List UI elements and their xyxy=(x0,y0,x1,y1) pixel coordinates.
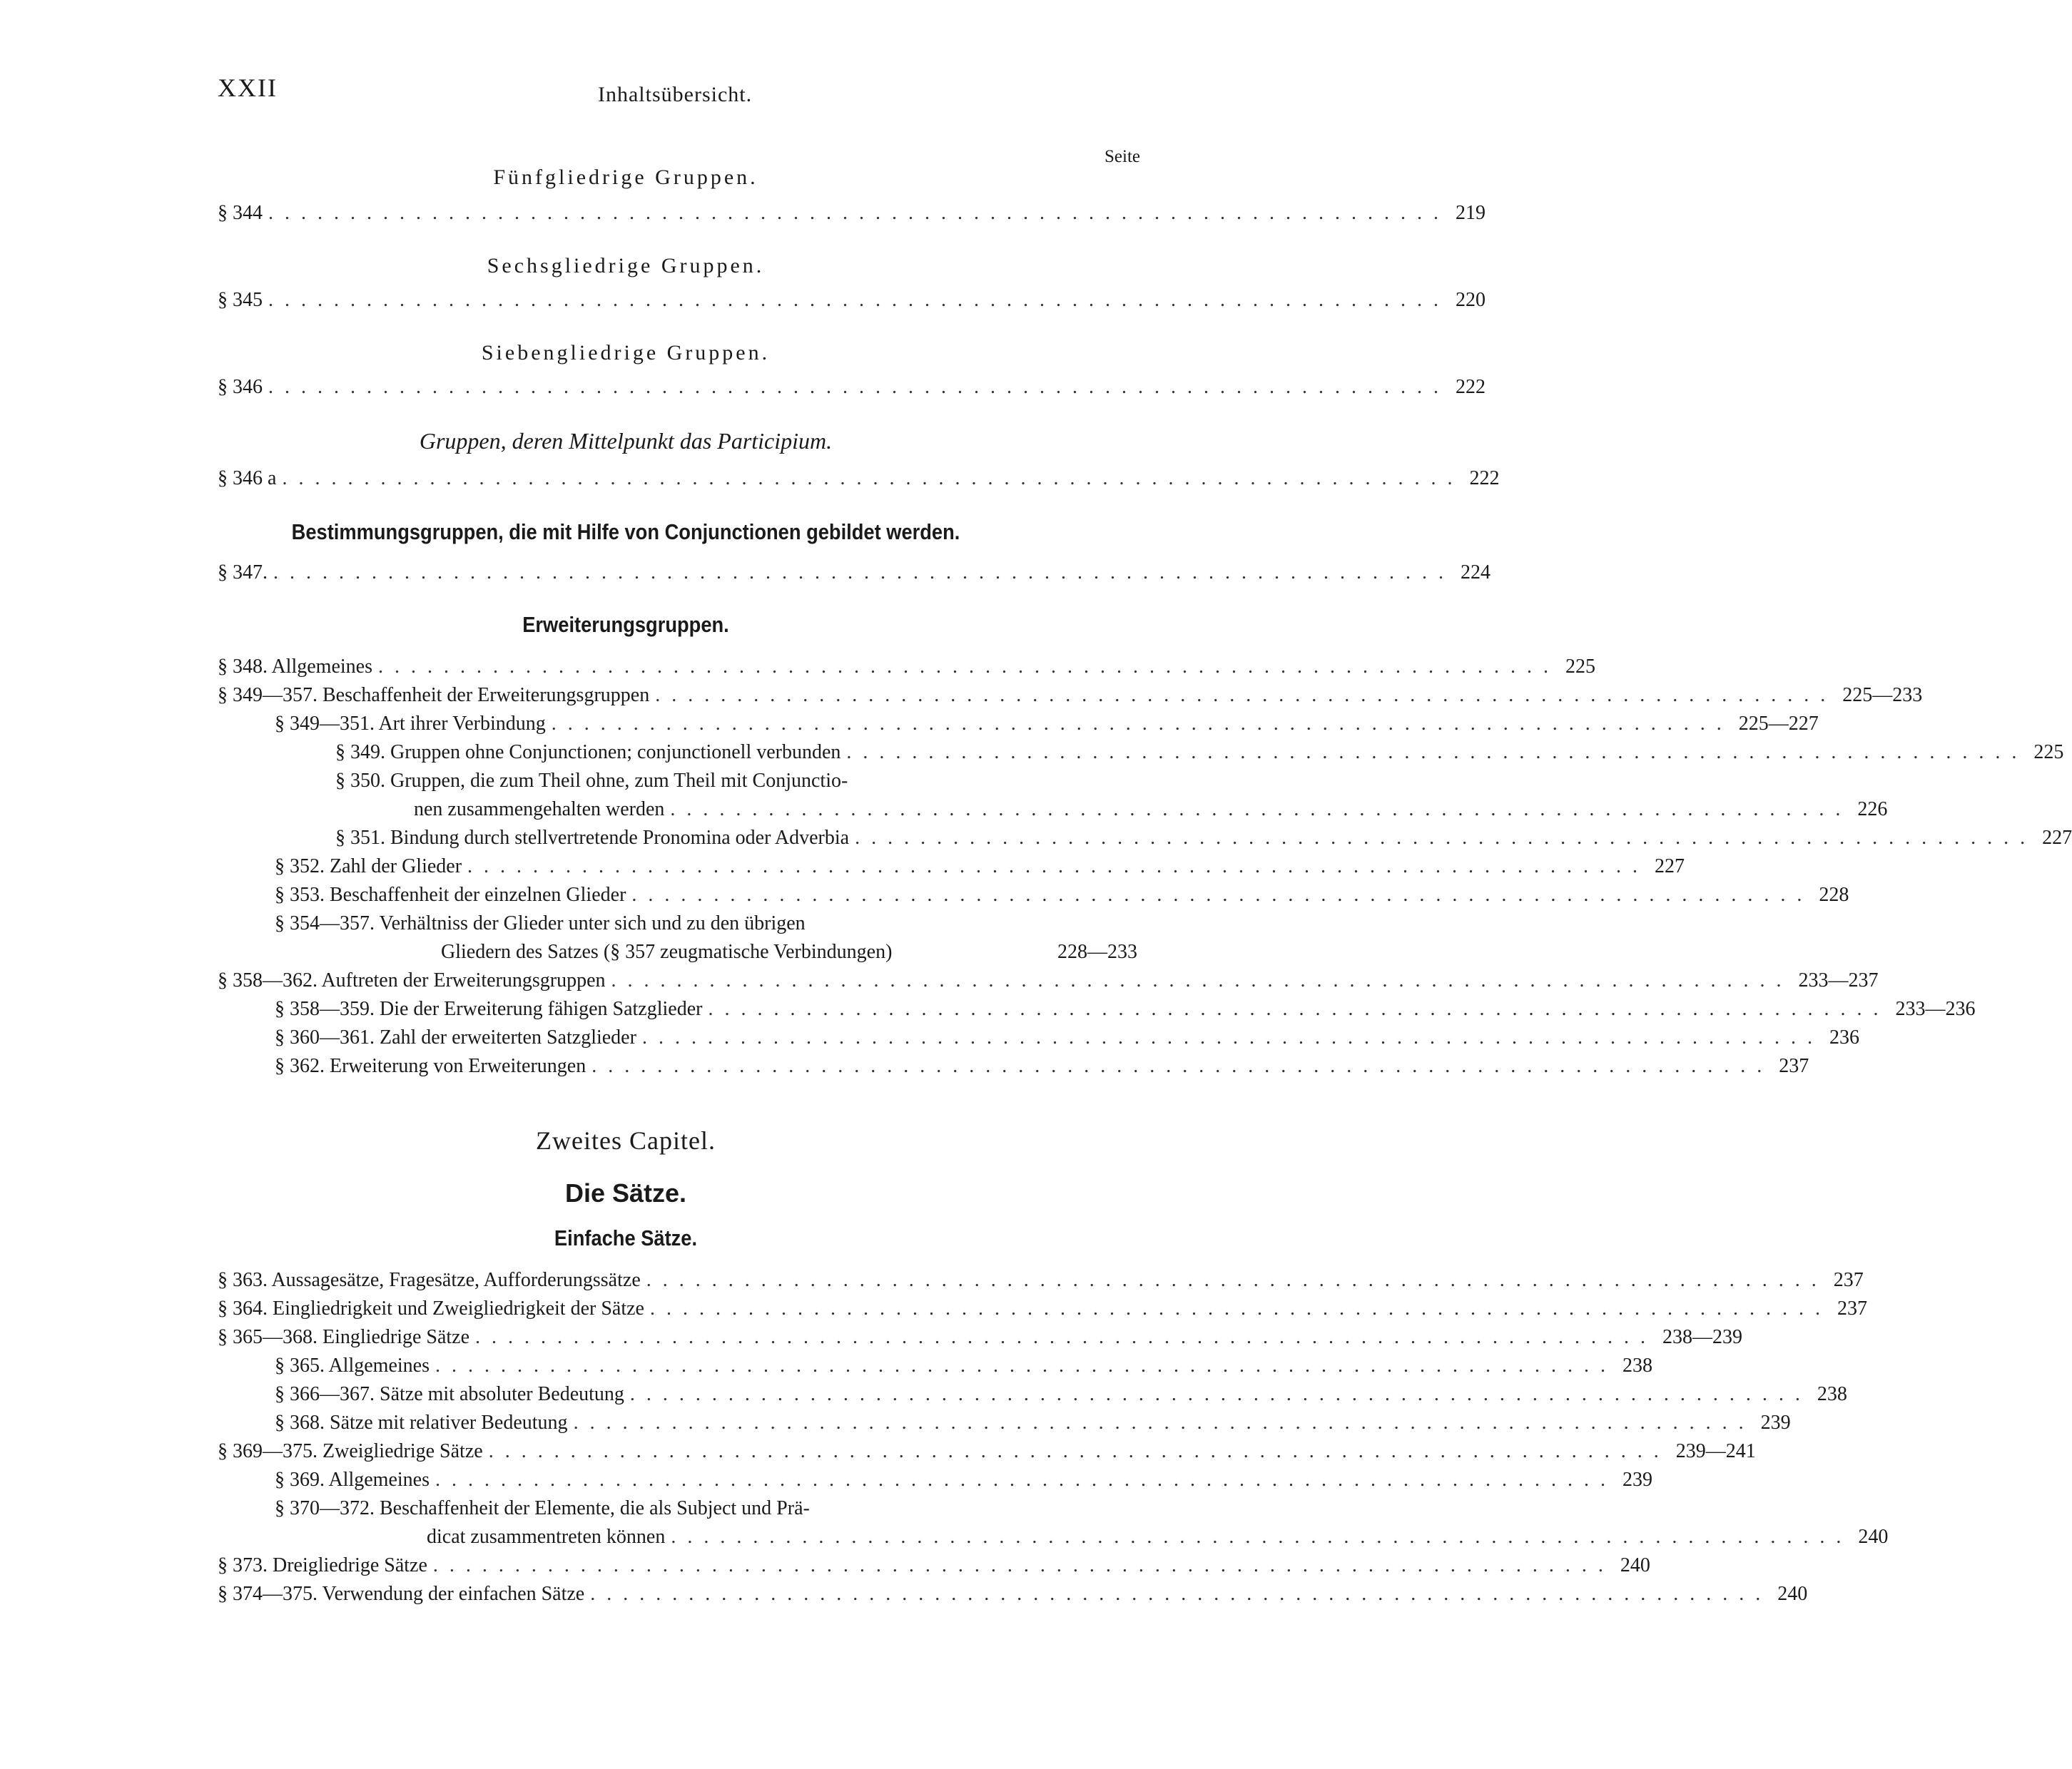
leader-dots: ........................................................................ xyxy=(855,827,2037,849)
toc-entry-366-367 xyxy=(275,1382,1847,1407)
page-number-roman: XXII xyxy=(218,73,278,102)
leader-dots: ........................................................................ xyxy=(268,376,1450,398)
leader-dots: ........................................................................ xyxy=(573,1412,1755,1434)
toc-entry-365 xyxy=(275,1354,1652,1378)
toc-entry-page: 239 xyxy=(1760,1412,1791,1434)
toc-entry-label: § 352. Zahl der Glieder xyxy=(275,855,462,877)
leader-dots: ........................................................................ xyxy=(435,1355,1617,1377)
leader-dots: ........................................................................ xyxy=(590,1583,1772,1605)
leader-dots: ........................................................................ xyxy=(273,561,1455,583)
toc-entry-page: 239 xyxy=(1622,1469,1652,1491)
toc-entry-350 xyxy=(414,797,1888,822)
toc-entry-347 xyxy=(218,561,1490,585)
heading-erweiterungsgruppen: Erweiterungsgruppen. xyxy=(522,612,729,637)
toc-entry-364 xyxy=(218,1297,1867,1321)
toc-entry-363 xyxy=(218,1268,1864,1293)
leader-dots: ........................................................................ xyxy=(670,798,1852,820)
toc-entry-label: § 348. Allgemeines xyxy=(218,656,372,678)
leader-dots: ........................................................................ xyxy=(467,855,1650,877)
leader-dots: ........................................................................ xyxy=(646,1269,1828,1291)
toc-entry-label: § 349. Gruppen ohne Conjunctionen; conjunctionell verbunden xyxy=(335,741,841,763)
toc-entry-page: 228—233 xyxy=(1057,941,1137,963)
toc-entry-page: 227 xyxy=(1655,855,1685,877)
leader-dots: ........................................................................ xyxy=(475,1326,1657,1348)
toc-entry-page: 240 xyxy=(1777,1583,1808,1605)
toc-entry-label: § 349—357. Beschaffenheit der Erweiterungsgruppen xyxy=(218,684,650,706)
toc-entry-354-line1: § 354—357. Verhältniss der Glieder unter sich und zu den übrigen xyxy=(275,912,806,934)
toc-entry-349-351 xyxy=(275,712,1819,736)
toc-entry-370-line1: § 370—372. Beschaffenheit der Elemente, die als Subject und Prä- xyxy=(275,1497,810,1519)
heading-participium: Gruppen, deren Mittelpunkt das Participium. xyxy=(419,428,833,454)
heading-siebengliedrige: Siebengliedrige Gruppen. xyxy=(481,341,771,364)
heading-einfache-saetze: Einfache Sätze. xyxy=(554,1225,698,1250)
heading-saetze: Die Sätze. xyxy=(564,1178,687,1208)
toc-entry-label: § 351. Bindung durch stellvertretende Pronomina oder Adverbia xyxy=(335,827,850,849)
toc-entry-label: § 358—362. Auftreten der Erweiterungsgruppen xyxy=(218,969,606,991)
toc-entry-label: § 365. Allgemeines xyxy=(275,1355,430,1377)
leader-dots: ........................................................................ xyxy=(708,998,1890,1020)
toc-entry-348 xyxy=(218,655,1595,679)
toc-entry-346a xyxy=(218,467,1500,491)
toc-entry-label: nen zusammengehalten werden xyxy=(414,798,665,820)
leader-dots: ........................................................................ xyxy=(846,741,2028,763)
toc-entry-page: 237 xyxy=(1837,1298,1867,1320)
toc-entry-label: dicat zusammentreten können xyxy=(427,1526,666,1548)
heading-capitel: Zweites Capitel. xyxy=(536,1126,716,1155)
toc-entry-373 xyxy=(218,1554,1650,1578)
toc-entry-page: 225 xyxy=(2033,741,2064,763)
toc-entry-page: 225—227 xyxy=(1738,713,1819,735)
toc-entry-label: § 345 xyxy=(218,289,263,311)
toc-entry-label: § 364. Eingliedrigkeit und Zweigliedrigkeit der Sätze xyxy=(218,1298,644,1320)
toc-entry-label: § 373. Dreigliedrige Sätze xyxy=(218,1554,427,1576)
toc-entry-label: § 369—375. Zweigliedrige Sätze xyxy=(218,1440,483,1462)
toc-entry-page: 237 xyxy=(1833,1269,1864,1291)
toc-entry-349-357 xyxy=(218,683,1923,708)
leader-dots: ........................................................................ xyxy=(641,1026,1824,1049)
toc-entry-351 xyxy=(335,826,2072,850)
toc-entry-page: 233—236 xyxy=(1895,998,1976,1020)
leader-dots: ........................................................................ xyxy=(488,1440,1670,1462)
toc-entry-label: § 360—361. Zahl der erweiterten Satzglieder xyxy=(275,1026,636,1049)
toc-entry-362 xyxy=(275,1054,1809,1079)
running-title: Inhaltsübersicht. xyxy=(598,83,753,106)
leader-dots: ........................................................................ xyxy=(629,1383,1812,1405)
leader-dots: ........................................................................ xyxy=(655,684,1837,706)
toc-entry-page: 237 xyxy=(1779,1055,1809,1077)
toc-entry-358-359 xyxy=(275,997,1976,1021)
toc-entry-page: 228 xyxy=(1819,884,1849,906)
leader-dots: ........................................................................ xyxy=(432,1554,1615,1576)
toc-entry-350-line1: § 350. Gruppen, die zum Theil ohne, zum Theil mit Conjunctio- xyxy=(335,770,848,792)
toc-entry-page: 238 xyxy=(1622,1355,1652,1377)
leader-dots: ........................................................................ xyxy=(551,713,1733,735)
heading-fuenfgliedrige: Fünfgliedrige Gruppen. xyxy=(493,165,758,189)
toc-entry-page: 227 xyxy=(2042,827,2072,849)
toc-entry-label: § 366—367. Sätze mit absoluter Bedeutung xyxy=(275,1383,624,1405)
toc-entry-344 xyxy=(218,201,1486,225)
toc-entry-label: § 347. xyxy=(218,561,268,583)
toc-entry-page: 236 xyxy=(1829,1026,1859,1049)
seite-column-label: Seite xyxy=(1104,147,1140,166)
toc-entry-page: 224 xyxy=(1461,561,1490,583)
toc-entry-353 xyxy=(275,883,1849,907)
toc-entry-page: 219 xyxy=(1456,202,1486,224)
leader-dots: ........................................................................ xyxy=(671,1526,1853,1548)
toc-entry-label: § 362. Erweiterung von Erweiterungen xyxy=(275,1055,586,1077)
toc-entry-label: § 349—351. Art ihrer Verbindung xyxy=(275,713,546,735)
leader-dots: ........................................................................ xyxy=(268,289,1450,311)
toc-entry-page: 222 xyxy=(1469,467,1500,489)
toc-entry-368 xyxy=(275,1411,1791,1435)
toc-entry-349 xyxy=(335,740,2064,765)
heading-sechsgliedrige: Sechsgliedrige Gruppen. xyxy=(487,254,765,277)
toc-entry-label: Gliedern des Satzes (§ 357 zeugmatische Verbindungen) xyxy=(441,941,893,963)
toc-entry-365-368 xyxy=(218,1325,1743,1350)
leader-dots: ........................................................................ xyxy=(282,467,1464,489)
toc-entry-page: 226 xyxy=(1857,798,1888,820)
toc-entry-label: § 369. Allgemeines xyxy=(275,1469,430,1491)
leader-dots: ........................................................................ xyxy=(268,202,1450,224)
heading-bestimmungsgruppen: Bestimmungsgruppen, die mit Hilfe von Conjunctionen gebildet werden. xyxy=(291,519,960,544)
leader-dots: ........................................................................ xyxy=(435,1469,1617,1491)
toc-entry-label: § 363. Aussagesätze, Fragesätze, Aufforderungssätze xyxy=(218,1269,641,1291)
toc-entry-label: § 346 a xyxy=(218,467,277,489)
toc-entry-page: 222 xyxy=(1456,376,1486,398)
toc-entry-374-375 xyxy=(218,1582,1808,1606)
toc-entry-page: 233—237 xyxy=(1798,969,1879,991)
leader-dots: ........................................................................ xyxy=(649,1298,1832,1320)
toc-entry-352 xyxy=(275,855,1685,879)
leader-dots: ........................................................................ xyxy=(631,884,1814,906)
leader-dots: ........................................................................ xyxy=(591,1055,1774,1077)
toc-entry-label: § 374—375. Verwendung der einfachen Sätze xyxy=(218,1583,585,1605)
leader-dots: ........................................................................ xyxy=(377,656,1560,678)
toc-entry-369-375 xyxy=(218,1439,1756,1464)
toc-entry-369 xyxy=(275,1468,1652,1492)
leader-dots: ........................................................................ xyxy=(611,969,1793,991)
toc-entry-page: 238—239 xyxy=(1662,1326,1743,1348)
toc-entry-label: § 353. Beschaffenheit der einzelnen Glieder xyxy=(275,884,626,906)
toc-entry-page: 239—241 xyxy=(1675,1440,1756,1462)
toc-entry-page: 225 xyxy=(1565,656,1595,678)
toc-entry-360-361 xyxy=(275,1026,1859,1050)
toc-entry-345 xyxy=(218,288,1486,312)
toc-entry-label: § 344 xyxy=(218,202,263,224)
toc-entry-page: 240 xyxy=(1620,1554,1650,1576)
toc-entry-page: 240 xyxy=(1858,1526,1889,1548)
toc-entry-label: § 346 xyxy=(218,376,263,398)
toc-entry-label: § 365—368. Eingliedrige Sätze xyxy=(218,1326,470,1348)
toc-entry-346 xyxy=(218,375,1486,399)
toc-entry-page: 220 xyxy=(1456,289,1486,311)
toc-entry-label: § 358—359. Die der Erweiterung fähigen Satzglieder xyxy=(275,998,703,1020)
toc-entry-label: § 368. Sätze mit relativer Bedeutung xyxy=(275,1412,568,1434)
toc-entry-page: 225—233 xyxy=(1842,684,1923,706)
toc-entry-page: 238 xyxy=(1817,1383,1847,1405)
toc-entry-370-372 xyxy=(427,1525,1889,1549)
toc-entry-358-362 xyxy=(218,969,1879,993)
toc-entry-354-357 xyxy=(441,940,1137,964)
